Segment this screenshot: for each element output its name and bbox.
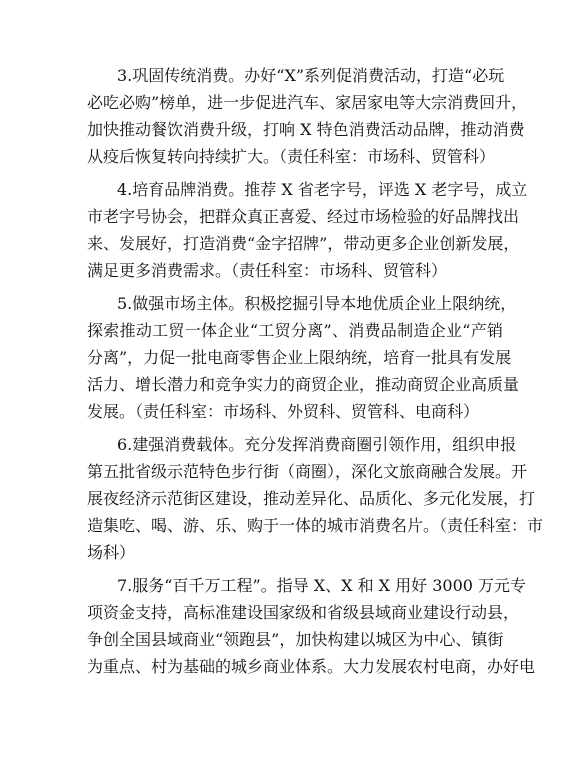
text-line: 从疫后恢复转向持续扩大。（责任科室：市场科、贸管科） (87, 147, 496, 166)
text-line: 为重点、村为基础的城乡商业体系。大力发展农村电商，办好电 (87, 657, 536, 676)
text-line: 5.做强市场主体。积极挖掘引导本地优质企业上限纳统， (117, 294, 517, 313)
text-line: 第五批省级示范特色步行街（商圈），深化文旅商融合发展。开 (87, 462, 528, 481)
paragraph-build-consumption-carriers (87, 431, 544, 566)
text-line: 加快推动餐饮消费升级，打响 X 特色消费活动品牌，推动消费 (87, 120, 525, 139)
text-line: 3.巩固传统消费。办好“X”系列促消费活动，打造“必玩 (117, 66, 505, 85)
text-line: 争创全国县域商业“领跑县”，加快构建以城区为中心、镇街 (87, 630, 504, 649)
text-line: 分离”，力促一批电商零售企业上限纳统，培育一批具有发展 (87, 348, 512, 367)
paragraph-cultivate-brand-consumption (87, 176, 528, 284)
text-line: 必吃必购”榜单，进一步促进汽车、家居家电等大宗消费回升， (87, 93, 528, 112)
text-line: 市老字号协会，把群众真正喜爱、经过市场检验的好品牌找出 (87, 207, 520, 226)
text-line: 活力、增长潜力和竞争实力的商贸企业，推动商贸企业高质量 (87, 375, 520, 394)
paragraph-serve-hundred-thousand-project (87, 572, 536, 680)
text-line: 6.建强消费载体。充分发挥消费商圈引领作用，组织申报 (117, 435, 517, 454)
text-line: 满足更多消费需求。（责任科室：市场科、贸管科） (87, 261, 448, 280)
text-line: 7.服务“百千万工程”。指导 X、X 和 X 用好 3000 万元专 (117, 576, 527, 595)
document-body (87, 62, 544, 680)
text-line: 发展。（责任科室：市场科、外贸科、贸管科、电商科） (87, 402, 480, 421)
text-line: 项资金支持，高标准建设国家级和省级县域商业建设行动县， (87, 603, 520, 622)
text-line: 探索推动工贸一体企业“工贸分离”、消费品制造企业“产销 (87, 321, 503, 340)
paragraph-consolidate-traditional-consumption (87, 62, 528, 170)
paragraph-strengthen-market-entities (87, 290, 520, 425)
text-line: 场科） (87, 543, 136, 562)
text-line: 展夜经济示范街区建设，推动差异化、品质化、多元化发展，打 (87, 489, 536, 508)
text-line: 来、发展好，打造消费“金字招牌”，带动更多企业创新发展， (87, 234, 520, 253)
text-line: 造集吃、喝、游、乐、购于一体的城市消费名片。（责任科室：市 (87, 516, 544, 535)
text-line: 4.培育品牌消费。推荐 X 省老字号，评选 X 老字号，成立 (117, 180, 528, 199)
